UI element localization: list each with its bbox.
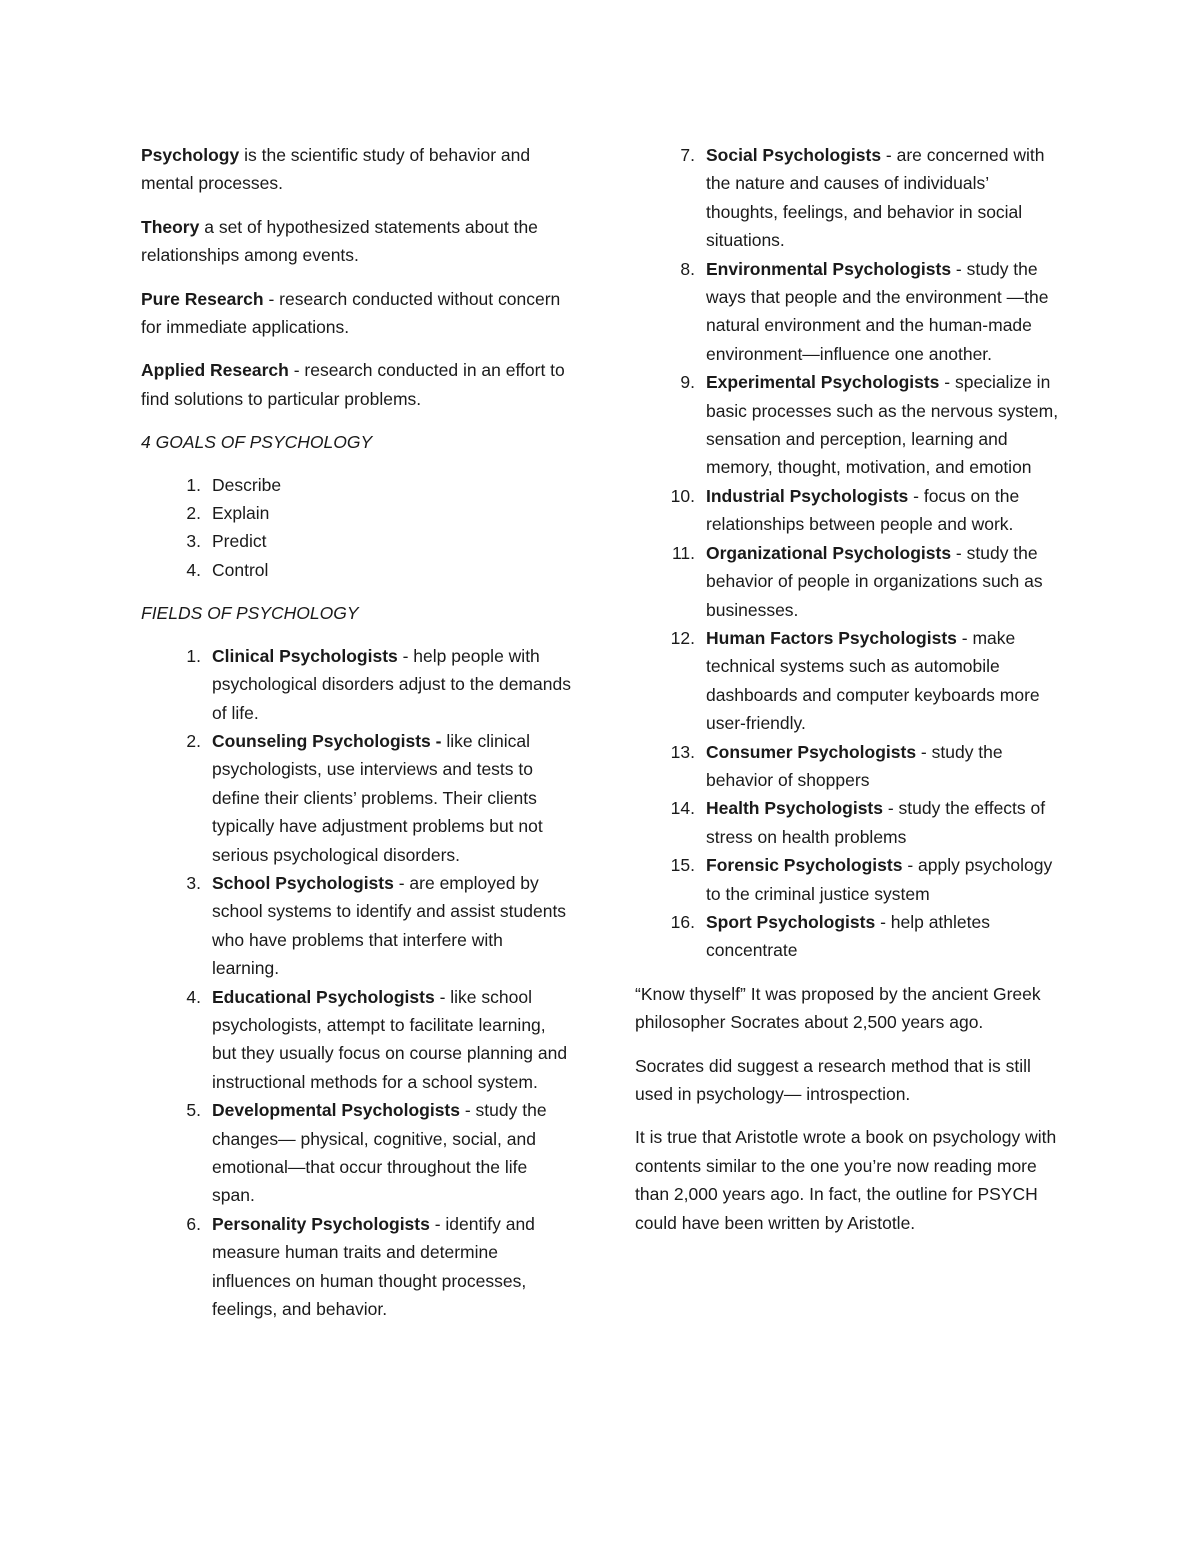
field-text: - specialize in basic processes such as the nervous system, sensation and perception, learning and memory, thought, motivation, and emotion [706,372,1059,478]
list-number: 15. [670,855,695,876]
list-item [635,482,1065,539]
field-text: - study the behavior of people in organizations such as businesses. [706,542,1043,620]
field-term: Developmental Psychologists [212,1100,460,1121]
list-number: 6. [186,1213,201,1234]
definition-pure-research [141,285,571,342]
field-text: - focus on the relationships between people and work. [706,485,1020,535]
list-number: 11. [671,542,695,563]
field-text: - identify and measure human traits and determine influences on human thought processes, feelings, and behavior. [212,1213,535,1320]
list-number: 4. [186,559,201,580]
closing-paragraph: It is true that Aristotle wrote a book on psychology with contents similar to the one you’re now reading more than 2,000 years ago. In fact, the outline for PSYCH could have been written by Aristotle. [635,1127,1057,1233]
field-text: - study the ways that people and the environment —the natural environment and the human-made environment—influence one another. [706,258,1049,364]
field-term: Sport Psychologists [706,911,876,932]
list-item [635,141,1065,255]
list-item [635,851,1065,908]
field-text: - study the changes— physical, cognitive, social, and emotional—that occur throughout the life span. [212,1100,547,1206]
closing-paragraph: “Know thyself” It was proposed by the ancient Greek philosopher Socrates about 2,500 years ago. [635,983,1041,1033]
fields-heading: FIELDS OF PSYCHOLOGY [141,603,359,624]
field-term: Organizational Psychologists [706,542,952,563]
list-number: 16. [670,911,695,932]
fields-list-left [141,642,571,1324]
field-text: - like school psychologists, attempt to facilitate learning, but they usually focus on course planning and instructional methods for a school system. [212,986,568,1092]
list-item [141,556,571,584]
definition-term: Psychology [141,145,240,165]
field-term: Health Psychologists [706,798,883,819]
field-term: Environmental Psychologists [706,258,952,279]
field-term: Social Psychologists [706,145,882,165]
list-item [635,624,1065,738]
list-text: Describe [212,474,282,495]
list-number: 2. [186,730,201,751]
list-item [141,642,571,727]
goals-list [141,471,571,585]
definition-applied-research [141,356,571,413]
list-number: 3. [186,531,201,552]
list-text: Control [212,559,269,580]
list-item [141,499,571,527]
list-item [141,983,571,1097]
definition-term: Theory [141,216,200,237]
field-text: - help athletes concentrate [706,911,990,961]
field-text: - are employed by school systems to identify and assist students who have problems that interfere with learning. [212,872,567,979]
list-number: 3. [186,872,201,893]
list-item [635,794,1065,851]
definition-text: - research conducted without concern for immediate applications. [141,288,561,338]
list-text: Predict [212,531,267,552]
field-term: Personality Psychologists [212,1213,430,1234]
list-number: 12. [670,627,695,648]
list-number: 2. [186,503,201,524]
field-term: Educational Psychologists [212,986,435,1007]
list-number: 10. [670,485,695,506]
field-text: - study the effects of stress on health problems [706,798,1046,847]
list-item [141,869,571,983]
right-column [635,141,1065,1252]
closing-paragraph: Socrates did suggest a research method that is still used in psychology— introspection. [635,1055,1031,1104]
definition-text: a set of hypothesized statements about the relationships among events. [141,216,538,266]
field-text: - make technical systems such as automobile dashboards and computer keyboards more user-friendly. [706,627,1040,734]
list-number: 5. [186,1100,201,1121]
list-item [635,255,1065,369]
field-term: Industrial Psychologists [706,485,909,506]
list-number: 1. [186,645,201,666]
list-item [635,368,1065,482]
field-term: Consumer Psychologists [706,741,917,762]
list-item [141,471,571,499]
goals-heading: 4 GOALS OF PSYCHOLOGY [141,432,373,453]
list-text: Explain [212,503,270,524]
field-text: - study the behavior of shoppers [706,741,1003,790]
list-item [141,527,571,555]
definition-term: Applied Research [141,360,289,381]
list-number: 14. [670,798,695,819]
list-item [635,908,1065,965]
definition-psychology [141,141,571,198]
list-number: 1. [186,474,201,495]
definition-theory [141,213,571,270]
field-term: Experimental Psychologists [706,372,940,393]
field-term: Human Factors Psychologists [706,627,957,648]
list-item [141,727,571,869]
field-text: - are concerned with the nature and causes of individuals’ thoughts, feelings, and behavior in social situations. [706,145,1045,251]
field-text: like clinical psychologists, use interviews and tests to define their clients’ problems. Their clients typically have adjustment problems but not serious psychological disorders. [212,730,543,865]
field-term: Counseling Psychologists - [212,730,442,751]
list-number: 7. [680,145,695,165]
definition-term: Pure Research [141,288,264,309]
list-item [141,1210,571,1324]
list-item [635,738,1065,795]
definition-text: is the scientific study of behavior and mental processes. [141,145,531,194]
field-term: Clinical Psychologists [212,645,398,666]
field-term: School Psychologists [212,872,394,893]
list-number: 8. [680,258,695,279]
list-number: 4. [186,986,201,1007]
list-number: 13. [670,741,695,762]
field-text: - help people with psychological disorders adjust to the demands of life. [212,645,571,723]
list-number: 9. [680,372,695,393]
definition-text: - research conducted in an effort to find solutions to particular problems. [141,360,565,409]
list-item [141,1096,571,1210]
field-term: Forensic Psychologists [706,855,903,876]
fields-list-right [635,141,1065,965]
field-text: - apply psychology to the criminal justice system [706,855,1053,904]
list-item [635,539,1065,624]
left-column [141,141,571,1338]
